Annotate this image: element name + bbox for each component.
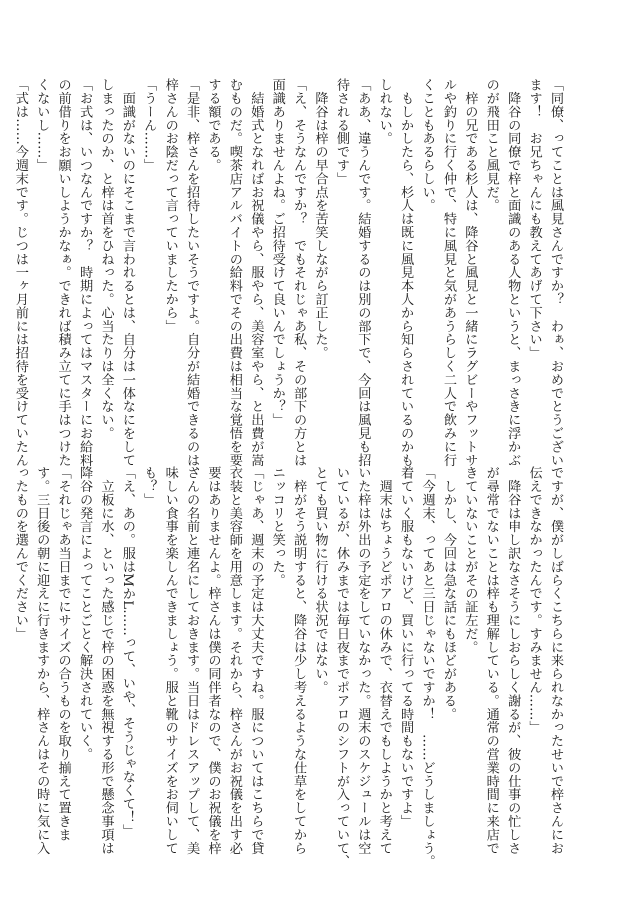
text-line: 「今週末、ってあと三日じゃないですか！ ……どうしましょう。	[419, 466, 435, 868]
text-line: 梓の兄である杉人は、降谷と風見と一緒にラグビーやフットサ	[462, 78, 478, 467]
text-line: 梓さんのお陰だって言っていましたから」	[162, 78, 178, 333]
text-line: くこともあるらしい。	[419, 78, 435, 212]
text-line: きていないことがその証左だ。	[462, 466, 478, 654]
text-line: 立板に水、といった感じで梓の困惑を無視する形で懸念事項は	[98, 466, 114, 855]
text-line: くないし……」	[34, 78, 50, 172]
text-line: 「じゃあ、週末の予定は大丈夫ですね。服についてはこちらで貸	[248, 466, 264, 855]
text-line: 要はありませんよ。梓さんは僕の同伴者なので、僕のお祝儀を梓	[205, 466, 221, 855]
text-line: する額である。	[205, 78, 221, 172]
text-line: 「式は……今週末です。じつは一ヶ月前には招待を受けていたん	[12, 78, 28, 467]
text-line: 「同僚、ってことは風見さんですか？ わぁ、おめでとうござい	[548, 78, 563, 467]
text-line: 「え、あの。服はMかL……って、いや、そうじゃなくて！」	[119, 466, 135, 838]
text-line: 「え、そうなんですか？ でもそれじゃあ私、その部下の方とは	[291, 78, 307, 467]
text-line: しれない。	[376, 78, 392, 145]
text-line: 降谷は申し訳なさそうにしおらしく謝るが、彼の仕事の忙しさ	[505, 466, 521, 855]
text-line: 「うーん……」	[141, 78, 157, 172]
text-line: しかし、今回は急な話にもほどがある。	[440, 466, 456, 721]
text-line: の前借りをお願いしようかなぁ。できれば積み立てに手はつけた	[55, 78, 71, 467]
text-line: 「是非、梓さんを招待したいそうですよ。自分が結婚できるのは、	[184, 78, 200, 480]
text-line: 「お式は、いつなんですか？ 時期によってはマスターにお給料	[77, 78, 93, 467]
text-line: 降谷の発言によってことごとく解決されていく。	[77, 466, 93, 761]
text-line: さんの名前と連名にしておきます。当日はドレスアップして、美	[184, 466, 200, 855]
text-line: ったものを選んでください」	[12, 466, 28, 641]
text-line: ですが、僕がしばらくこちらに来られなかったせいで梓さんにお	[548, 466, 563, 855]
text-line: も？」	[141, 466, 157, 507]
text-line: 着ていく服もないけど、買いに行ってる時間もないですよ」	[398, 466, 414, 828]
text-line: が尋常でないことは梓も理解している。通常の営業時間に来店で	[483, 466, 499, 855]
bottom-text-block	[12, 466, 566, 868]
text-line: ます！ お兄ちゃんにも教えてあげて下さい」	[526, 78, 542, 360]
text-line: 面識ありませんよね。ご招待受けて良いんでしょうか？」	[269, 78, 285, 427]
text-line: 「それじゃあ当日までにサイズの合うものを取り揃えて置きま	[55, 466, 71, 842]
text-line: むものだ。喫茶店アルバイトの給料でその出費は相当な覚悟を要	[226, 78, 242, 467]
text-line: しまったのか、と梓は首をひねった。心当たりは全くない。	[98, 78, 114, 440]
text-line: す。三日後の朝に迎えに行きますから、梓さんはその時に気に入	[34, 466, 50, 855]
text-line: いた梓は外出の予定をしていなかった。週末のスケジュールは空	[355, 466, 371, 855]
text-line: ニッコリと笑った。	[269, 466, 285, 587]
text-line: 面識がないのにそこまで言われるとは、自分は一体なにをして	[119, 78, 135, 467]
text-line: もしかしたら、杉人は既に風見本人から知らされているのかも	[398, 78, 414, 467]
text-line: 梓がそう説明すると、降谷は少し考えるような仕草をしてから	[291, 466, 307, 855]
text-line: 結婚式となればお祝儀やら、服やら、美容室やら、と出費が嵩	[248, 78, 264, 467]
text-line: 降谷は梓の早合点を苦笑しながら訂正した。	[312, 78, 328, 360]
text-line: 味しい食事を楽しんできましょう。服と靴のサイズをお伺いして	[162, 466, 178, 855]
text-line: 週末はちょうどポアロの休みで、衣替えでもしようかと考えて	[376, 466, 392, 855]
text-line: 降谷の同僚で梓と面識のある人物というと、まっさきに浮かぶ	[505, 78, 521, 467]
text-line: 待される側です」	[333, 78, 349, 186]
top-text-block	[12, 78, 566, 480]
text-line: 伝えできなかったんです。すみません……」	[526, 466, 542, 734]
text-line: のが飛田こと風見だ。	[483, 78, 499, 212]
text-line: ルや釣りに行く仲で、特に風見と気があうらしく二人で飲みに行	[440, 78, 456, 467]
text-line: 衣装と美容師を用意します。それから、梓さんがお祝儀を出す必	[226, 466, 242, 855]
text-line: いているが、休みまでは毎日夜までポアロのシフトが入っていて、	[333, 466, 349, 868]
text-line: とても買い物に行ける状況ではない。	[312, 466, 328, 694]
text-line: 「ああ、違うんです。結婚するのは別の部下で、今回は風見も招	[355, 78, 371, 467]
